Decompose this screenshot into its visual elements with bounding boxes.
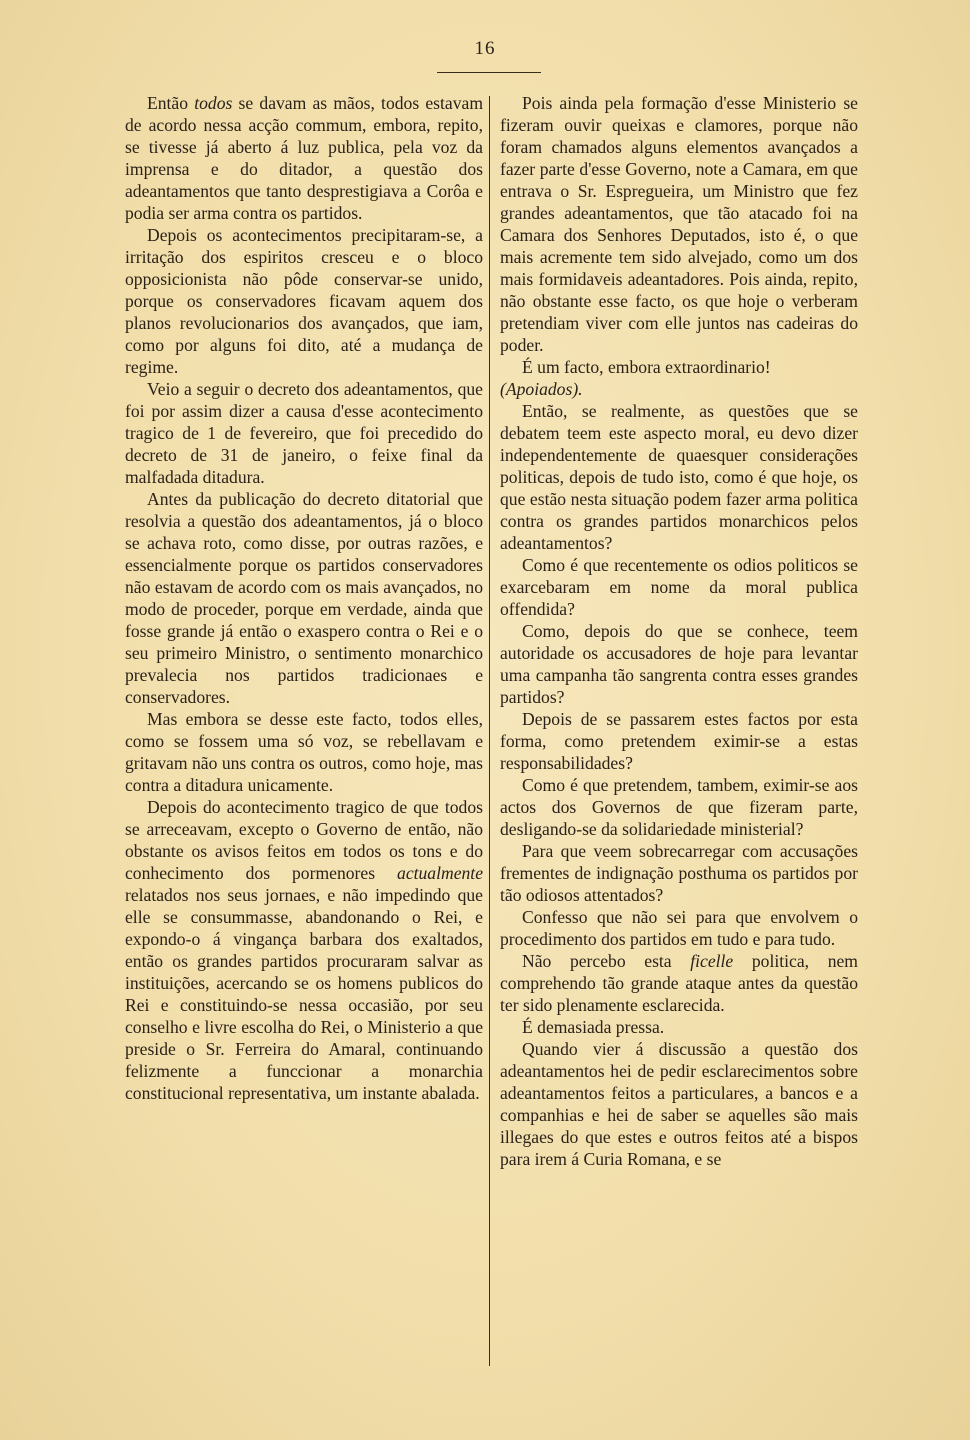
paragraph [125, 796, 483, 1104]
paragraph [500, 378, 858, 400]
paragraph [500, 1016, 858, 1038]
text-run: Veio a seguir o decreto dos adeantamentos, que foi por assim dizer a causa d'esse acontecimento tragico de 1 de fevereiro, que foi precedido do decreto de 31 de janeiro, o feixe final da malfadada ditadura. [125, 379, 483, 487]
left-column [125, 92, 483, 1104]
paragraph [125, 224, 483, 378]
italic-text: (Apoiados). [500, 379, 583, 399]
text-run: Como é que recentemente os odios politicos se exarcebaram em nome da moral publica offendida? [500, 555, 858, 619]
paragraph [500, 840, 858, 906]
header-rule [437, 72, 541, 73]
text-run: Então [147, 93, 195, 113]
text-run: Mas embora se desse este facto, todos elles, como se fossem uma só voz, se rebellavam e gritavam não uns contra os outros, como hoje, mas contra a ditadura unicamente. [125, 709, 483, 795]
paragraph [500, 554, 858, 620]
italic-text: todos [194, 93, 233, 113]
paragraph [500, 906, 858, 950]
text-run: se davam as mãos, todos estavam de acordo nessa acção commum, embora, repito, se tivesse já aberto á luz publica, pela voz da imprensa e do ditador, a questão dos adeantamentos que tanto desprestigiava a Corôa e podia ser arma contra os partidos. [125, 93, 484, 223]
text-run: Antes da publicação do decreto ditatorial que resolvia a questão dos adeantamentos, já o bloco se achava roto, como disse, por outras razões, e essencialmente porque os partidos conservadores não estavam de acordo com os mais avançados, no modo de proceder, porque em verdade, ainda que fosse grande já então o exaspero contra o Rei e o seu primeiro Ministro, o sentimento monarchico prevalecia nos partidos tradicionaes e conservadores. [125, 489, 483, 707]
text-run: É demasiada pressa. [522, 1017, 665, 1037]
paragraph [500, 774, 858, 840]
text-run: relatados nos seus jornaes, e não impedindo que elle se consummasse, abandonando o Rei, e expondo-o á vingança barbara dos exaltados, então os grandes partidos procuraram salvar as instituições, acercando se os homens publicos do Rei e constituindo-se nessa occasião, por seu conselho e livre escolha do Rei, o Ministerio a que preside o Sr. Ferreira do Amaral, continuando felizmente a funccionar a monarchia constitucional representativa, um instante abalada. [125, 885, 483, 1103]
paragraph [125, 708, 483, 796]
paragraph [500, 400, 858, 554]
paragraph [125, 488, 483, 708]
italic-text: actualmente [397, 863, 483, 883]
paragraph [500, 356, 858, 378]
paragraph [500, 708, 858, 774]
text-run: politica, nem comprehendo tão grande ataque antes da questão ter sido plenamente esclarecida. [500, 951, 858, 1015]
paragraph [500, 950, 858, 1016]
paragraph [500, 620, 858, 708]
paragraph [500, 1038, 858, 1170]
right-column [500, 92, 858, 1170]
column-divider [489, 96, 490, 1366]
paragraph [500, 92, 858, 356]
paragraph [125, 378, 483, 488]
paragraph [125, 92, 483, 224]
text-run: É um facto, embora extraordinario! [522, 357, 771, 377]
text-run: Como, depois do que se conhece, teem autoridade os accusadores de hoje para levantar uma campanha tão sangrenta contra esses grandes partidos? [500, 621, 858, 707]
text-run: Como é que pretendem, tambem, eximir-se aos actos dos Governos de que fizeram parte, desligando-se da solidariedade ministerial? [500, 775, 858, 839]
text-run: Depois os acontecimentos precipitaram-se, a irritação dos espiritos cresceu e o bloco opposicionista não pôde conservar-se unido, porque os conservadores ficavam aquem dos planos revolucionarios dos avançados, que iam, como por alguns foi dito, até a mudança de regime. [125, 225, 483, 377]
text-run: Então, se realmente, as questões que se debatem teem este aspecto moral, eu devo dizer independentemente de quaesquer considerações politicas, depois de tudo isto, como é que hoje, os que estão nesta situação podem fazer arma politica contra os grandes partidos monarchicos pelos adeantamentos? [500, 401, 858, 553]
text-run: Confesso que não sei para que envolvem o procedimento dos partidos em tudo e para tudo. [500, 907, 858, 949]
italic-text: ficelle [690, 951, 734, 971]
text-run: Para que veem sobrecarregar com accusações frementes de indignação posthuma os partidos por tão odiosos attentados? [500, 841, 858, 905]
text-run: Quando vier á discussão a questão dos adeantamentos hei de pedir esclarecimentos sobre adeantamentos feitos a particulares, a bancos e a companhias e hei de saber se aquelles são mais illegaes do que estes e outros feitos até a bispos para irem á Curia Romana, e se [500, 1039, 858, 1169]
text-run: Depois de se passarem estes factos por esta forma, como pretendem eximir-se a estas responsabilidades? [500, 709, 858, 773]
text-run: Pois ainda pela formação d'esse Ministerio se fizeram ouvir queixas e clamores, porque não foram chamados alguns elementos avançados a fazer parte d'esse Governo, note a Camara, em que entrava o Sr. Espregueira, um Ministro que fez grandes adeantamentos, que tão atacado foi na Camara dos Senhores Deputados, isto é, o que mais acremente tem sido alvejado, como um dos mais formidaveis adeantadores. Pois ainda, repito, não obstante esse facto, os que hoje o verberam pretendiam viver com elle juntos nas cadeiras do poder. [500, 93, 858, 355]
page-number: 16 [474, 38, 496, 59]
text-run: Não percebo esta [522, 951, 691, 971]
text-run: Depois do acontecimento tragico de que todos se arreceavam, excepto o Governo de então, não obstante os avisos feitos em todos os tons e do conhecimento dos pormenores [125, 797, 483, 883]
